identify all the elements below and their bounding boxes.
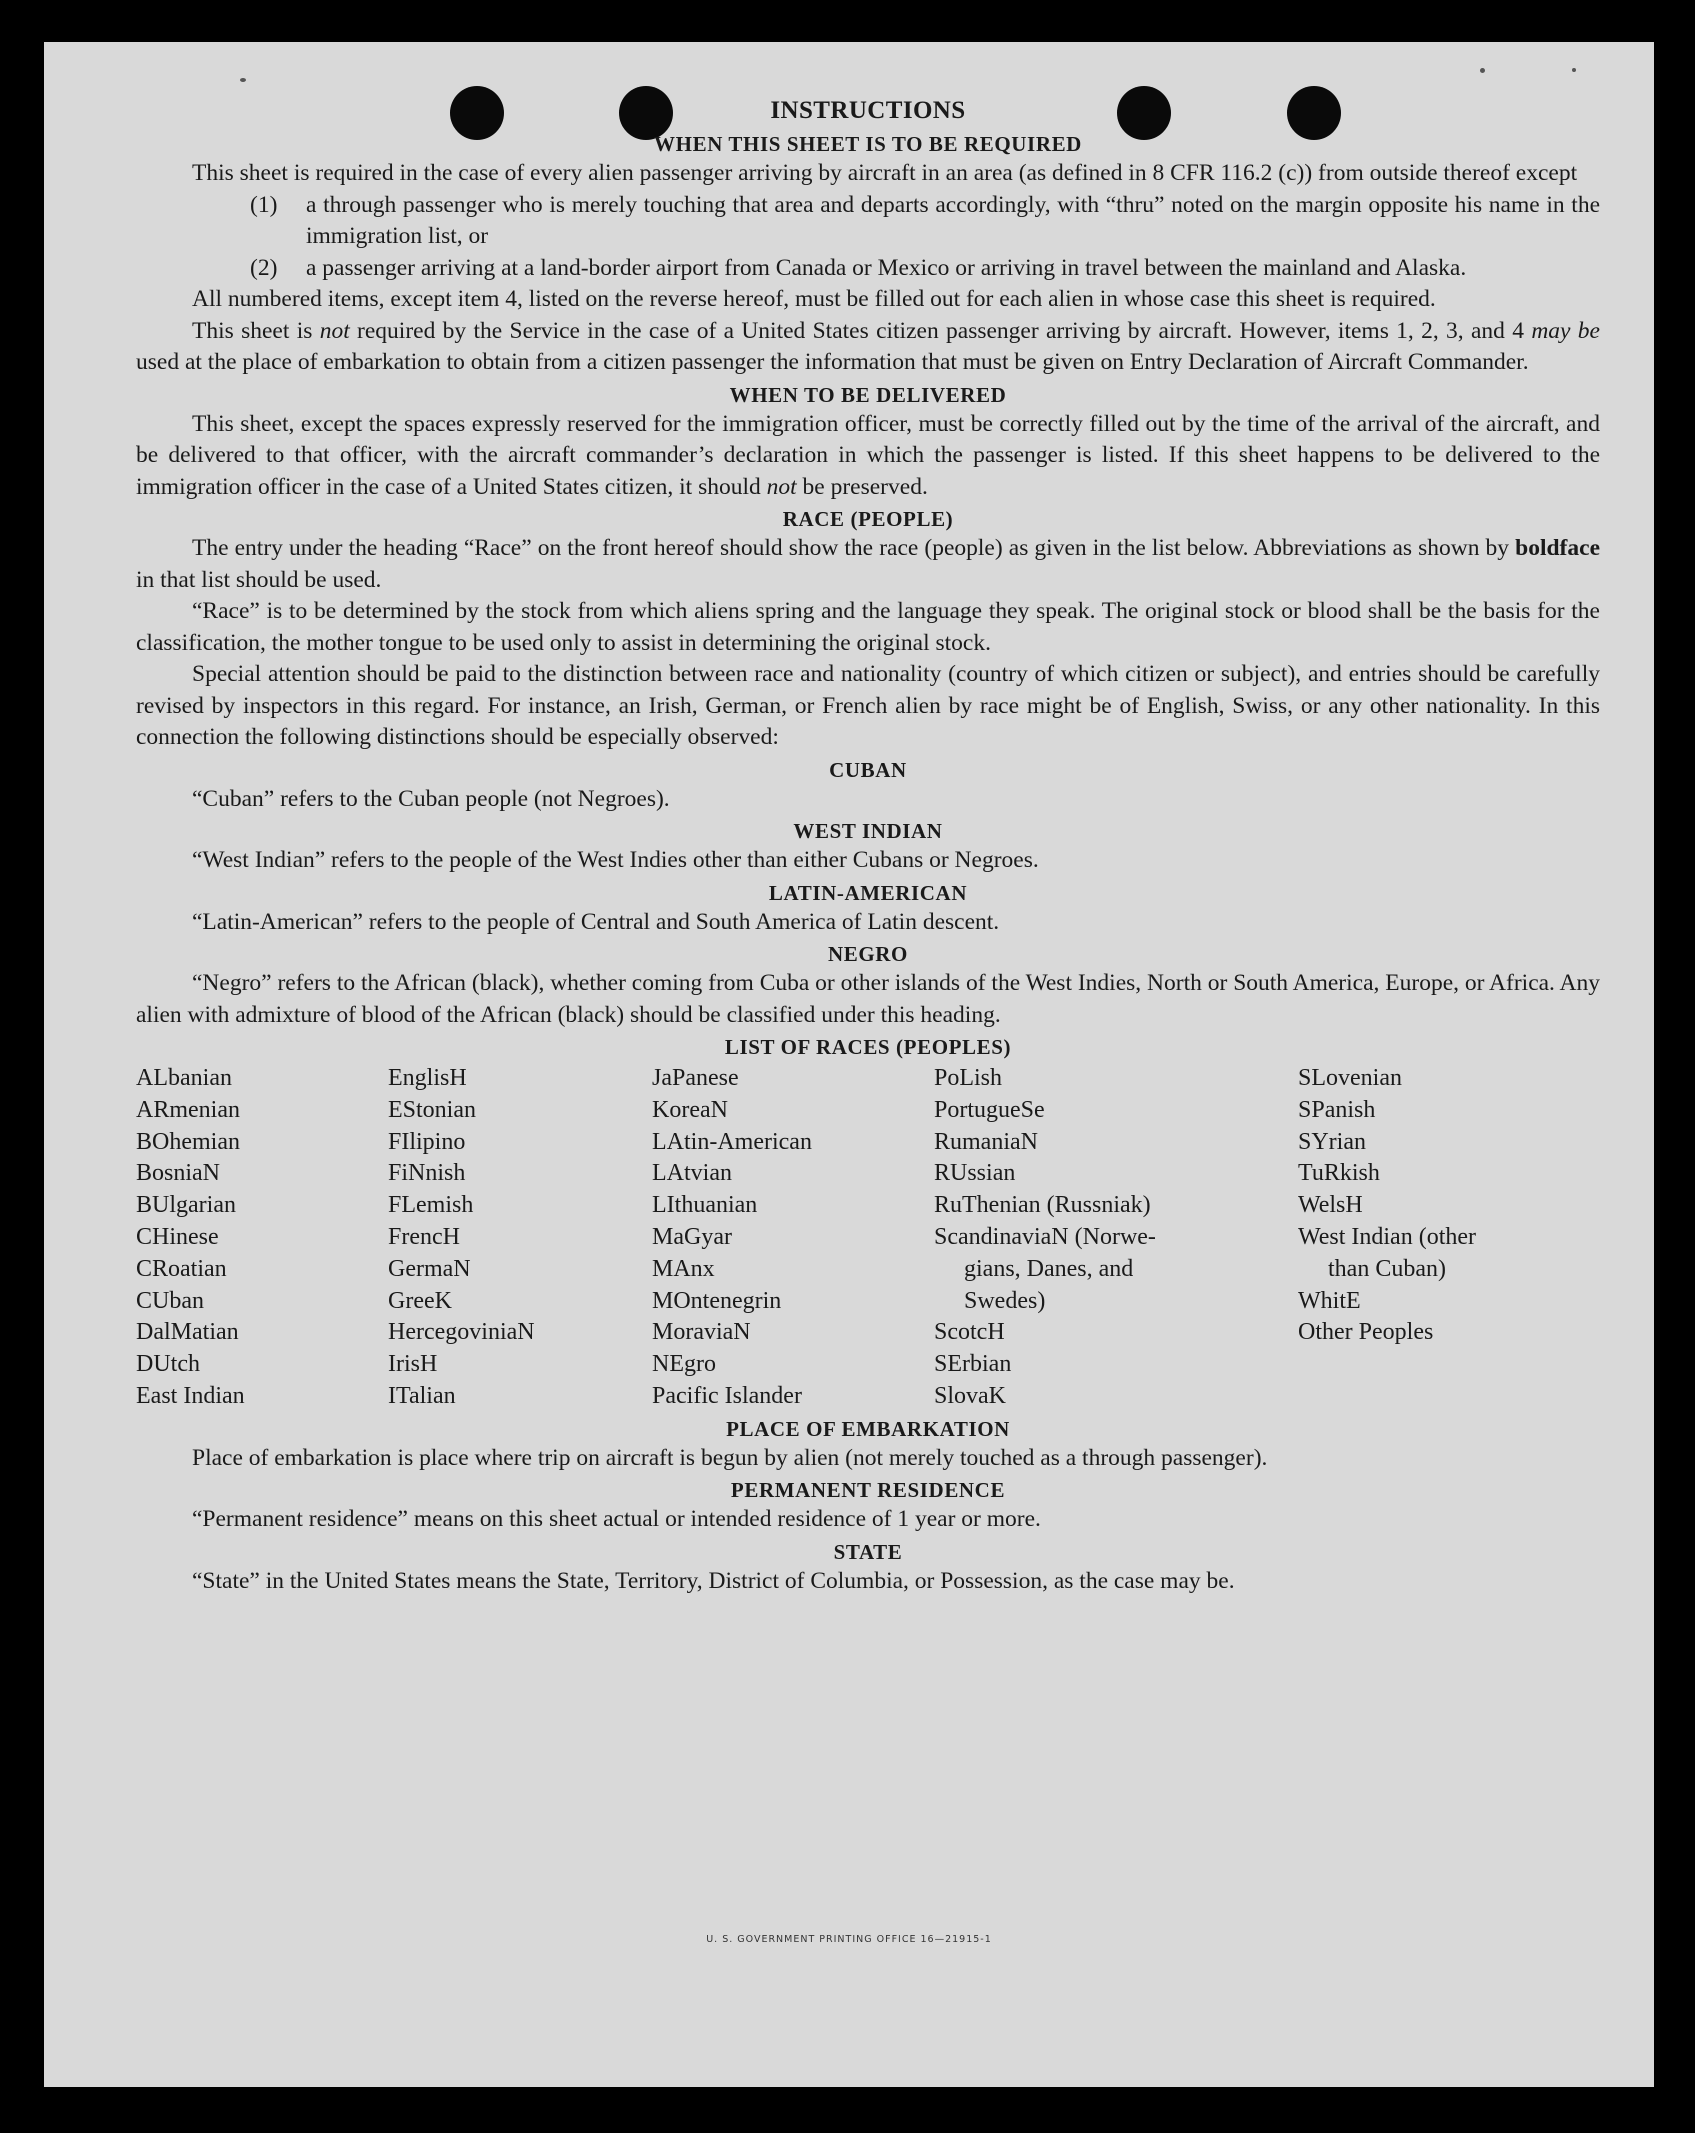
race-entry: JaPanese (652, 1065, 739, 1091)
race-entry: GreeK (388, 1287, 452, 1314)
race-entry: RUssian (934, 1160, 1016, 1187)
races-column-3 (652, 1063, 934, 1413)
race-entry: WhitE (1298, 1287, 1361, 1314)
race-entry: FIlipino (388, 1128, 466, 1155)
race-entry: West Indian (other (1298, 1223, 1477, 1250)
when-required-para2: All numbered items, except item 4, listed on the reverse hereof, must be filled out for each alien in whose case this sheet is required. (192, 286, 1436, 312)
negro-text: “Negro” refers to the African (black), whether coming from Cuba or other islands of the West Indies, North or South America, Europe, or Africa. Any alien with admixture of blood of the African (black) should be classified under this heading. (136, 970, 1600, 1028)
race-entry: MoraviaN (652, 1319, 751, 1346)
race-entry: FiNnish (388, 1160, 466, 1187)
printer-imprint: U. S. GOVERNMENT PRINTING OFFICE 16—21915-1 (706, 1934, 992, 1945)
race-entry: East Indian (136, 1382, 245, 1409)
race-entry-continued: gians, Danes, and (964, 1255, 1134, 1282)
section-heading-when-delivered: WHEN TO BE DELIVERED (729, 382, 1007, 407)
item-text: a through passenger who is merely touching that area and departs accordingly, with “thru” noted on the margin opposite his name in the immigration list, or (306, 191, 1600, 249)
race-entry: KoreaN (652, 1096, 728, 1123)
item-number: (1) (250, 191, 278, 218)
item-number: (2) (250, 254, 278, 281)
race-para1: The entry under the heading “Race” on the front hereof should show the race (people) as given in the list below. Abbreviations as shown by boldface in that list should be used. (136, 535, 1600, 593)
when-required-intro: This sheet is required in the case of every alien passenger arriving by aircraft in an area (as defined in 8 CFR 116.2 (c)) from outside thereof except (192, 160, 1578, 186)
section-heading-embarkation: PLACE OF EMBARKATION (726, 1416, 1010, 1441)
race-entry: ITalian (388, 1382, 456, 1409)
race-entry: CHinese (136, 1223, 219, 1250)
race-entry: BOhemian (136, 1128, 240, 1155)
race-entry: LIthuanian (652, 1192, 758, 1219)
race-entry: FrencH (388, 1223, 460, 1250)
embarkation-text: Place of embarkation is place where trip on aircraft is begun by alien (not merely touched as a through passenger). (192, 1444, 1268, 1471)
race-entry: DUtch (136, 1351, 200, 1378)
item-text: a passenger arriving at a land-border airport from Canada or Mexico or arriving in travel between the mainland and Alaska. (306, 254, 1467, 281)
race-entry: SYrian (1298, 1128, 1366, 1155)
when-delivered-text: This sheet, except the spaces expressly reserved for the immigration officer, must be correctly filled out by the time of the arrival of the aircraft, and be delivered to that officer, with the aircraft commander’s declaration in which the passenger is listed. If this sheet happens to be delivered to the immigration officer in the case of a United States citizen, it should not be preserved. (136, 410, 1600, 500)
section-heading-west-indian: WEST INDIAN (793, 819, 943, 843)
race-entry: ScotcH (934, 1319, 1005, 1346)
west-indian-text: “West Indian” refers to the people of the West Indies other than either Cubans or Negroes. (192, 847, 1039, 873)
race-entry: SErbian (934, 1351, 1012, 1378)
document-sheet (44, 42, 1654, 2087)
race-entry: MaGyar (652, 1223, 732, 1250)
race-entry: HercegoviniaN (388, 1319, 535, 1346)
section-heading-cuban: CUBAN (829, 757, 907, 782)
section-heading-permanent-residence: PERMANENT RESIDENCE (730, 1478, 1006, 1503)
page-title: INSTRUCTIONS (770, 97, 966, 124)
section-heading-latin-american: LATIN-AMERICAN (768, 880, 968, 905)
exception-item-1 (250, 190, 1600, 253)
race-entry: SPanish (1298, 1096, 1376, 1123)
race-entry: EStonian (388, 1096, 476, 1123)
race-entry: GermaN (388, 1255, 471, 1282)
state-text: “State” in the United States means the State, Territory, District of Columbia, or Possession, as the case may be. (192, 1567, 1235, 1594)
latin-american-text: “Latin-American” refers to the people of Central and South America of Latin descent. (192, 908, 1000, 935)
race-entry: BUlgarian (136, 1192, 236, 1219)
race-para3: Special attention should be paid to the distinction between race and nationality (country of which citizen or subject), and entries should be carefully revised by inspectors in this regard. For instance, an Irish, German, or French alien by race might be of English, Swiss, or any other nationality. In this connection the following distinctions should be especially observed: (136, 661, 1600, 750)
race-entry: BosniaN (136, 1160, 220, 1187)
race-para2: “Race” is to be determined by the stock from which aliens spring and the language they speak. The original stock or blood shall be the basis for the classification, the mother tongue to be used only to assist in determining the original stock. (136, 598, 1600, 656)
section-heading-list-of-races: LIST OF RACES (PEOPLES) (724, 1035, 1012, 1059)
race-entry-continued: than Cuban) (1328, 1255, 1446, 1282)
race-entry: SlovaK (934, 1382, 1006, 1409)
race-entry: EnglisH (388, 1065, 467, 1091)
exception-item-2 (250, 253, 1600, 285)
races-column-5 (1298, 1063, 1588, 1413)
race-entry: LAtvian (652, 1160, 732, 1187)
race-entry: SLovenian (1298, 1065, 1402, 1091)
section-heading-when-required: WHEN THIS SHEET IS TO BE REQUIRED (654, 132, 1082, 156)
race-entry: NEgro (652, 1351, 716, 1378)
race-entry: ARmenian (136, 1096, 240, 1123)
section-heading-negro: NEGRO (827, 942, 908, 966)
section-heading-race: RACE (PEOPLE) (782, 507, 954, 531)
when-required-para3: This sheet is not required by the Service in the case of a United States citizen passenger arriving by aircraft. However, items 1, 2, 3, and 4 may be used at the place of embarkation to obtain from a citizen passenger the information that must be given on Entry Declaration of Aircraft Commander. (136, 317, 1600, 375)
race-entry: LAtin-American (652, 1128, 812, 1155)
race-entry: ALbanian (136, 1065, 232, 1091)
race-entry: WelsH (1298, 1192, 1363, 1219)
race-entry: IrisH (388, 1351, 438, 1378)
race-entry: FLemish (388, 1192, 474, 1219)
permanent-residence-text: “Permanent residence” means on this sheet actual or intended residence of 1 year or more. (192, 1506, 1041, 1533)
race-entry: DalMatian (136, 1319, 239, 1346)
race-entry: CUban (136, 1287, 204, 1314)
races-column-2 (388, 1063, 652, 1413)
race-entry: MOntenegrin (652, 1287, 782, 1314)
race-entry: PoLish (934, 1065, 1003, 1091)
race-entry: Pacific Islander (652, 1382, 802, 1409)
race-entry: TuRkish (1298, 1160, 1380, 1187)
section-heading-state: STATE (833, 1539, 903, 1564)
race-entry-continued: Swedes) (964, 1287, 1046, 1314)
races-table (136, 1063, 1600, 1413)
race-entry: CRoatian (136, 1255, 227, 1282)
race-entry: MAnx (652, 1255, 715, 1282)
races-column-1 (136, 1063, 388, 1413)
cuban-text: “Cuban” refers to the Cuban people (not Negroes). (192, 785, 670, 812)
race-entry: RumaniaN (934, 1128, 1038, 1155)
races-column-4 (934, 1063, 1298, 1413)
race-entry: PortugueSe (934, 1096, 1045, 1123)
race-entry: RuThenian (Russniak) (934, 1192, 1151, 1219)
race-entry: ScandinaviaN (Norwe- (934, 1223, 1156, 1250)
race-entry: Other Peoples (1298, 1319, 1434, 1346)
